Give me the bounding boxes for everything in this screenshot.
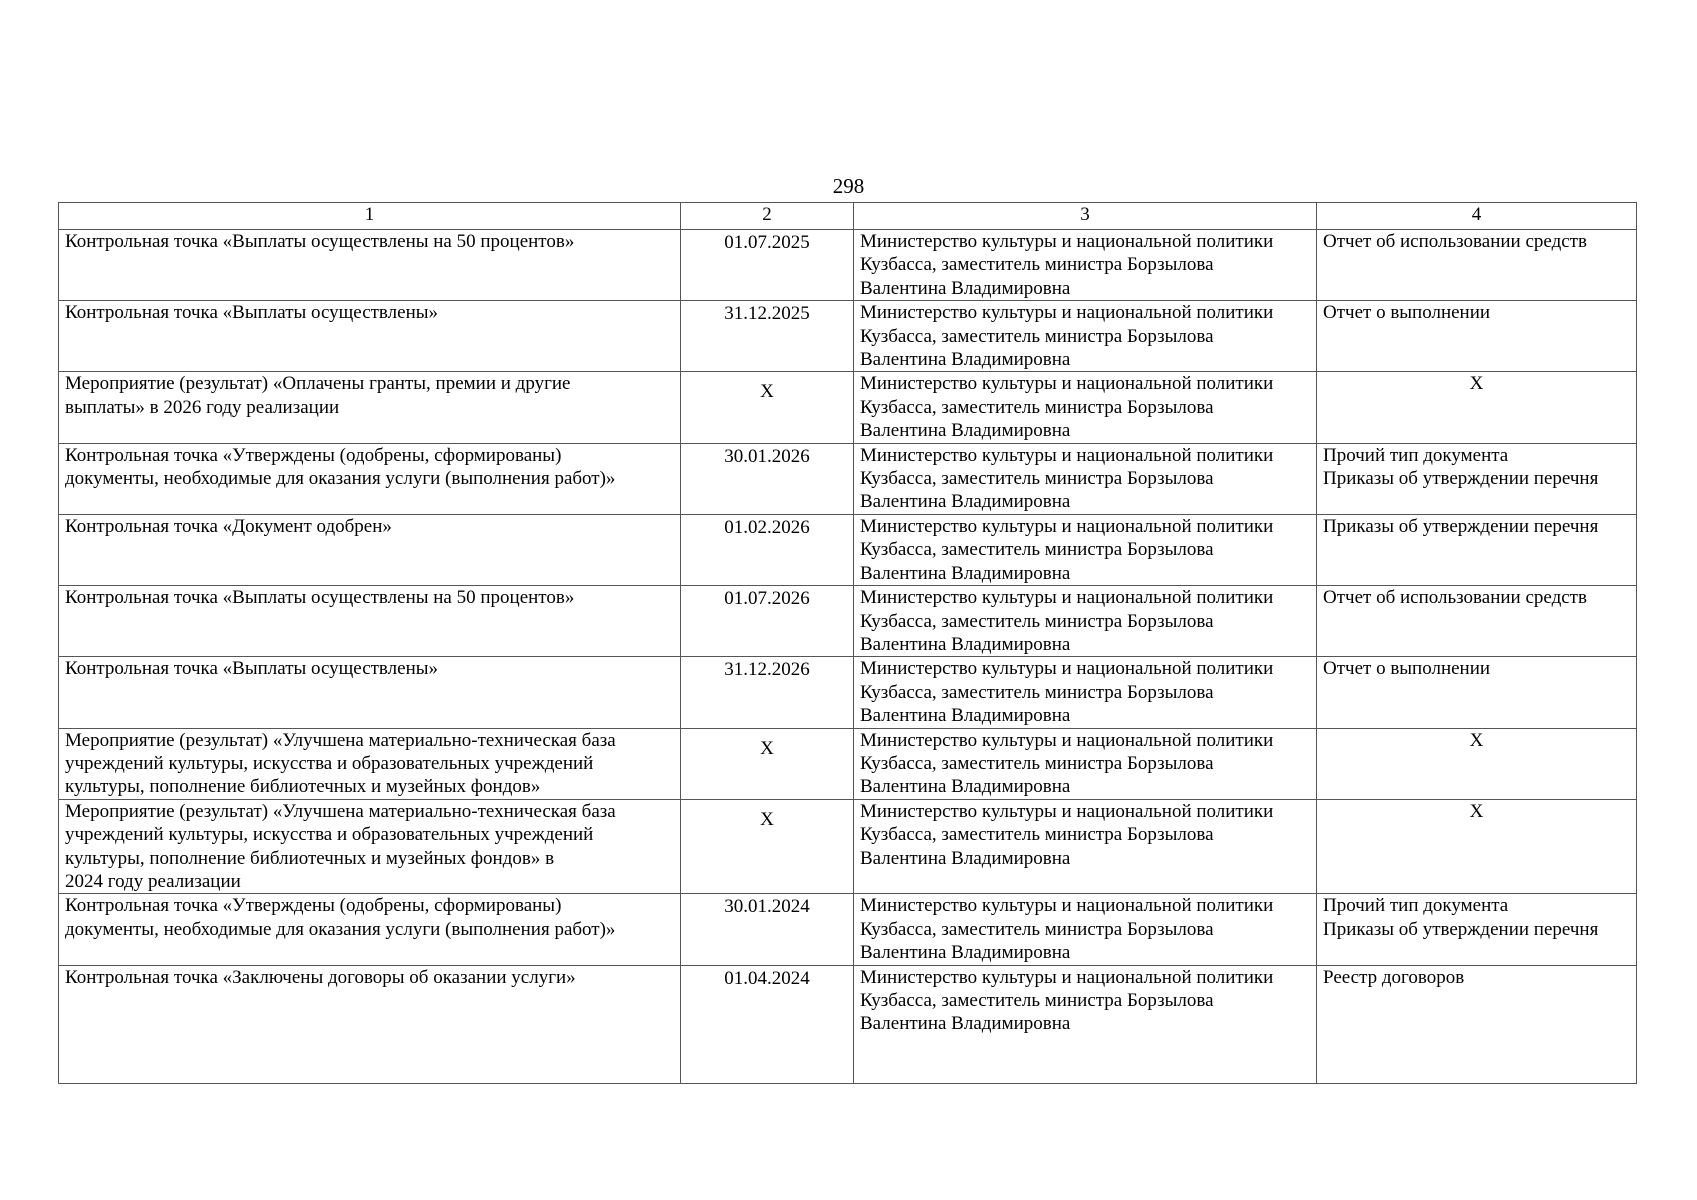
cell-document: [1317, 799, 1637, 894]
responsible-line: Министерство культуры и национальной политики: [860, 658, 1274, 680]
cell-event: [59, 372, 681, 443]
responsible-line: Министерство культуры и национальной политики: [860, 966, 1274, 988]
responsible-line: Министерство культуры и национальной политики: [860, 515, 1274, 537]
document-line: Прочий тип документа: [1323, 895, 1509, 917]
document-line: Приказы об утверждении перечня: [1323, 515, 1599, 537]
event-line: документы, необходимые для оказания услуги (выполнения работ)»: [65, 468, 616, 490]
cell-date: [681, 894, 854, 965]
event-line: Контрольная точка «Выплаты осуществлены на 50 процентов»: [65, 587, 575, 609]
cell-event: [59, 586, 681, 657]
cell-event: [59, 894, 681, 965]
date-value: 31.12.2025: [724, 303, 810, 325]
cell-document: [1317, 372, 1637, 443]
plan-table: [58, 202, 1637, 1084]
responsible-line: Кузбасса, заместитель министра Борзылова: [860, 396, 1214, 418]
table-row: [59, 728, 1637, 799]
cell-responsible: [854, 443, 1317, 514]
column-header-4: 4: [1317, 203, 1637, 230]
cell-responsible: [854, 799, 1317, 894]
responsible-line: Министерство культуры и национальной политики: [860, 302, 1274, 324]
responsible-line: Кузбасса, заместитель министра Борзылова: [860, 918, 1214, 940]
date-value: X: [760, 737, 774, 759]
event-line: учреждений культуры, искусства и образовательных учреждений: [65, 752, 594, 774]
date-value: 30.01.2024: [724, 896, 810, 918]
table-row: [59, 799, 1637, 894]
date-value: X: [760, 808, 774, 830]
event-line: Контрольная точка «Заключены договоры об оказании услуги»: [65, 966, 576, 988]
event-line: культуры, пополнение библиотечных и музейных фондов»: [65, 776, 541, 798]
table-body: [59, 230, 1637, 1084]
event-line: Мероприятие (результат) «Улучшена материально-техническая база: [65, 800, 616, 822]
date-value: 01.07.2025: [724, 232, 810, 253]
event-line: учреждений культуры, искусства и образовательных учреждений: [65, 824, 594, 846]
responsible-line: Министерство культуры и национальной политики: [860, 800, 1274, 822]
cell-date: [681, 586, 854, 657]
event-line: культуры, пополнение библиотечных и музейных фондов» в: [65, 847, 555, 869]
responsible-line: Министерство культуры и национальной политики: [860, 587, 1274, 609]
cell-event: [59, 301, 681, 372]
cell-date: [681, 799, 854, 894]
table-row: [59, 443, 1637, 514]
cell-responsible: [854, 372, 1317, 443]
cell-event: [59, 443, 681, 514]
responsible-line: Министерство культуры и национальной политики: [860, 444, 1274, 466]
document-line: Отчет об использовании средств: [1323, 231, 1587, 252]
cell-responsible: [854, 965, 1317, 1083]
responsible-line: Валентина Владимировна: [860, 1013, 1071, 1035]
cell-responsible: [854, 586, 1317, 657]
document-line: Прочий тип документа: [1323, 444, 1509, 466]
date-value: 01.02.2026: [724, 516, 810, 538]
responsible-line: Валентина Владимировна: [860, 420, 1071, 442]
event-line: Контрольная точка «Утверждены (одобрены, сформированы): [65, 895, 562, 917]
event-line: Контрольная точка «Документ одобрен»: [65, 515, 392, 537]
cell-document: [1317, 230, 1637, 301]
cell-responsible: [854, 230, 1317, 301]
cell-date: [681, 728, 854, 799]
cell-responsible: [854, 657, 1317, 728]
cell-document: [1317, 728, 1637, 799]
cell-event: [59, 728, 681, 799]
event-line: документы, необходимые для оказания услуги (выполнения работ)»: [65, 918, 616, 940]
column-header-3: 3: [854, 203, 1317, 230]
document-line: X: [1469, 373, 1484, 395]
document-line: Отчет о выполнении: [1323, 302, 1491, 324]
column-header-2: 2: [681, 203, 854, 230]
table-row: [59, 230, 1637, 301]
responsible-line: Министерство культуры и национальной политики: [860, 729, 1274, 751]
responsible-line: Кузбасса, заместитель министра Борзылова: [860, 824, 1214, 846]
responsible-line: Валентина Владимировна: [860, 562, 1071, 584]
cell-document: [1317, 514, 1637, 585]
event-line: 2024 году реализации: [65, 870, 241, 892]
table-row: [59, 301, 1637, 372]
responsible-line: Валентина Владимировна: [860, 277, 1071, 299]
responsible-line: Министерство культуры и национальной политики: [860, 895, 1274, 917]
document-line: X: [1469, 729, 1484, 751]
cell-event: [59, 799, 681, 894]
cell-responsible: [854, 728, 1317, 799]
responsible-line: Валентина Владимировна: [860, 491, 1071, 513]
cell-document: [1317, 894, 1637, 965]
document-line: Приказы об утверждении перечня: [1323, 918, 1599, 940]
responsible-line: Министерство культуры и национальной политики: [860, 373, 1274, 395]
table-row: [59, 514, 1637, 585]
responsible-line: Кузбасса, заместитель министра Борзылова: [860, 752, 1214, 774]
table-row: [59, 965, 1637, 1083]
responsible-line: Кузбасса, заместитель министра Борзылова: [860, 254, 1214, 276]
date-value: 30.01.2026: [724, 445, 810, 467]
cell-responsible: [854, 894, 1317, 965]
event-line: Контрольная точка «Выплаты осуществлены на 50 процентов»: [65, 231, 575, 252]
document-line: X: [1469, 800, 1484, 822]
cell-document: [1317, 965, 1637, 1083]
table-row: [59, 372, 1637, 443]
cell-date: [681, 657, 854, 728]
cell-date: [681, 230, 854, 301]
responsible-line: Валентина Владимировна: [860, 942, 1071, 964]
responsible-line: Валентина Владимировна: [860, 776, 1071, 798]
cell-responsible: [854, 514, 1317, 585]
cell-date: [681, 514, 854, 585]
document-line: Отчет об использовании средств: [1323, 587, 1587, 609]
cell-document: [1317, 301, 1637, 372]
document-line: Реестр договоров: [1323, 966, 1465, 988]
cell-document: [1317, 443, 1637, 514]
date-value: 01.07.2026: [724, 588, 810, 610]
cell-date: [681, 965, 854, 1083]
responsible-line: Кузбасса, заместитель министра Борзылова: [860, 468, 1214, 490]
cell-document: [1317, 586, 1637, 657]
cell-date: [681, 443, 854, 514]
cell-event: [59, 657, 681, 728]
cell-event: [59, 230, 681, 301]
event-line: Контрольная точка «Утверждены (одобрены, сформированы): [65, 444, 562, 466]
event-line: Мероприятие (результат) «Оплачены гранты, премии и другие: [65, 373, 571, 395]
cell-event: [59, 514, 681, 585]
table-row: [59, 894, 1637, 965]
cell-date: [681, 301, 854, 372]
table-row: [59, 586, 1637, 657]
responsible-line: Кузбасса, заместитель министра Борзылова: [860, 610, 1214, 632]
cell-date: [681, 372, 854, 443]
cell-document: [1317, 657, 1637, 728]
document-line: Приказы об утверждении перечня: [1323, 468, 1599, 490]
responsible-line: Валентина Владимировна: [860, 705, 1071, 727]
document-line: Отчет о выполнении: [1323, 658, 1491, 680]
event-line: Контрольная точка «Выплаты осуществлены»: [65, 302, 439, 324]
cell-event: [59, 965, 681, 1083]
page-number: 298: [832, 174, 865, 198]
date-value: 31.12.2026: [724, 659, 810, 681]
responsible-line: Валентина Владимировна: [860, 633, 1071, 655]
event-line: Мероприятие (результат) «Улучшена материально-техническая база: [65, 729, 616, 751]
cell-responsible: [854, 301, 1317, 372]
responsible-line: Валентина Владимировна: [860, 847, 1071, 869]
responsible-line: Кузбасса, заместитель министра Борзылова: [860, 539, 1214, 561]
header-row: [59, 203, 1637, 230]
responsible-line: Кузбасса, заместитель министра Борзылова: [860, 990, 1214, 1011]
table-row: [59, 657, 1637, 728]
responsible-line: Министерство культуры и национальной политики: [860, 231, 1274, 252]
responsible-line: Кузбасса, заместитель министра Борзылова: [860, 681, 1214, 703]
column-header-1: 1: [59, 203, 681, 230]
responsible-line: Кузбасса, заместитель министра Борзылова: [860, 325, 1214, 347]
event-line: Контрольная точка «Выплаты осуществлены»: [65, 658, 439, 680]
responsible-line: Валентина Владимировна: [860, 349, 1071, 371]
event-line: выплаты» в 2026 году реализации: [65, 396, 340, 418]
date-value: X: [760, 381, 774, 403]
date-value: 01.04.2024: [724, 967, 810, 989]
